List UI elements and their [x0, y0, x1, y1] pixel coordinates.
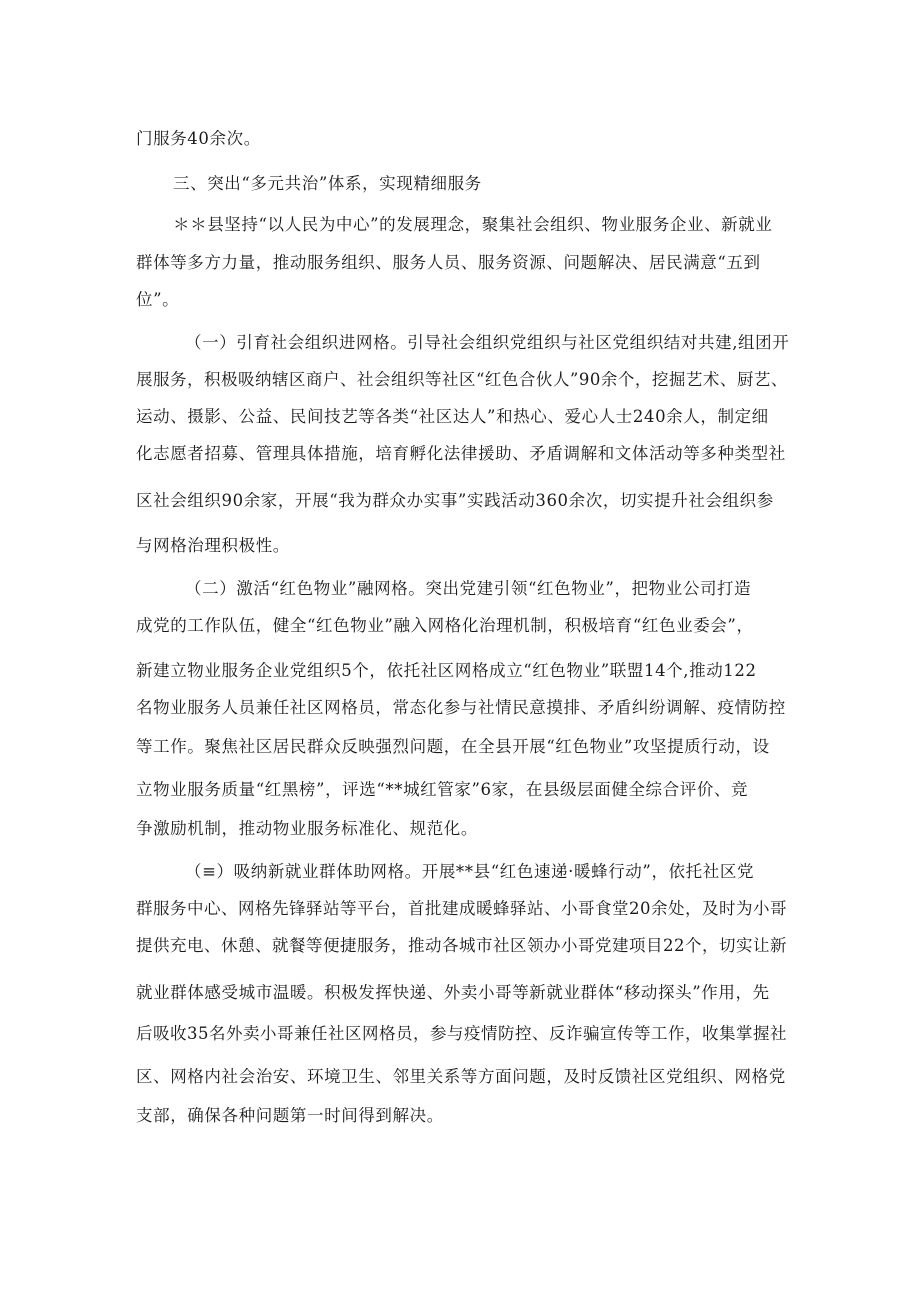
text-line: （≡）吸纳新就业群体助网格。开展**县“红色速递·暖蜂行动”，依托社区党: [185, 862, 755, 881]
text-line: 新建立物业服务企业党组织5个，依托社区网格成立“红色物业”联盟14个,推动122: [136, 661, 757, 680]
text-line: 立物业服务质量“红黑榜”，评选“**城红管家”6家，在县级层面健全综合评价、竞: [136, 780, 749, 799]
text-line: 群服务中心、网格先锋驿站等平台，首批建成暖蜂驿站、小哥食堂20余处，及时为小哥: [136, 899, 787, 918]
text-line: 等工作。聚焦社区居民群众反映强烈问题，在全县开展“红色物业”攻坚提质行动，设: [136, 737, 770, 756]
text-line: （一）引育社会组织进网格。引导社会组织党组织与社区党组织结对共建,组团开: [185, 333, 790, 352]
text-line: 与网格治理积极性。: [136, 536, 290, 555]
text-line: 名物业服务人员兼任社区网格员，常态化参与社情民意摸排、矛盾纠纷调解、疫情防控: [136, 698, 786, 717]
text-line: （二）激活“红色物业”融网格。突出党建引领“红色物业”，把物业公司打造: [185, 579, 752, 598]
text-line: 群体等多方力量，推动服务组织、服务人员、服务资源、问题解决、居民满意“五到: [136, 253, 761, 272]
text-line: 后吸收35名外卖小哥兼任社区网格员，参与疫情防控、反诈骗宣传等工作，收集掌握社: [136, 1024, 787, 1043]
text-line: 就业群体感受城市温暖。积极发挥快递、外卖小哥等新就业群体“移动探头”作用，先: [136, 983, 770, 1002]
text-line: 支部，确保各种问题第一时间得到解决。: [136, 1106, 444, 1125]
section-heading: 三、突出“多元共治”体系，实现精细服务: [173, 174, 482, 193]
text-line: 展服务，积极吸纳辖区商户、社会组织等社区“红色合伙人”90余个，挖掘艺术、厨艺、: [136, 370, 788, 389]
text-line: 争激励机制，推动物业服务标准化、规范化。: [136, 819, 478, 838]
text-line: 区、网格内社会治安、环境卫生、邻里关系等方面问题，及时反馈社区党组织、网格党: [136, 1067, 786, 1086]
text-line: 位”。: [136, 290, 180, 309]
text-line: 提供充电、休憩、就餐等便捷服务，推动各城市社区领办小哥党建项目22个，切实让新: [136, 936, 787, 955]
text-line: 化志愿者招募、管理具体措施，培育孵化法律援助、矛盾调解和文体活动等多种类型社: [136, 444, 786, 463]
text-line: 成党的工作队伍，健全“红色物业”融入网格化治理机制，积极培育“红色业委会”，: [136, 616, 754, 635]
text-line: 区社会组织90余家，开展“我为群众办实事”实践活动360余次，切实提升社会组织参: [136, 491, 774, 510]
text-line: 运动、摄影、公益、民间技艺等各类“社区达人”和热心、爱心人士240余人，制定细: [136, 407, 769, 426]
text-line: 门服务40余次。: [136, 129, 261, 148]
text-line: ＊＊县坚持“以人民为中心”的发展理念，聚集社会组织、物业服务企业、新就业: [173, 215, 773, 234]
